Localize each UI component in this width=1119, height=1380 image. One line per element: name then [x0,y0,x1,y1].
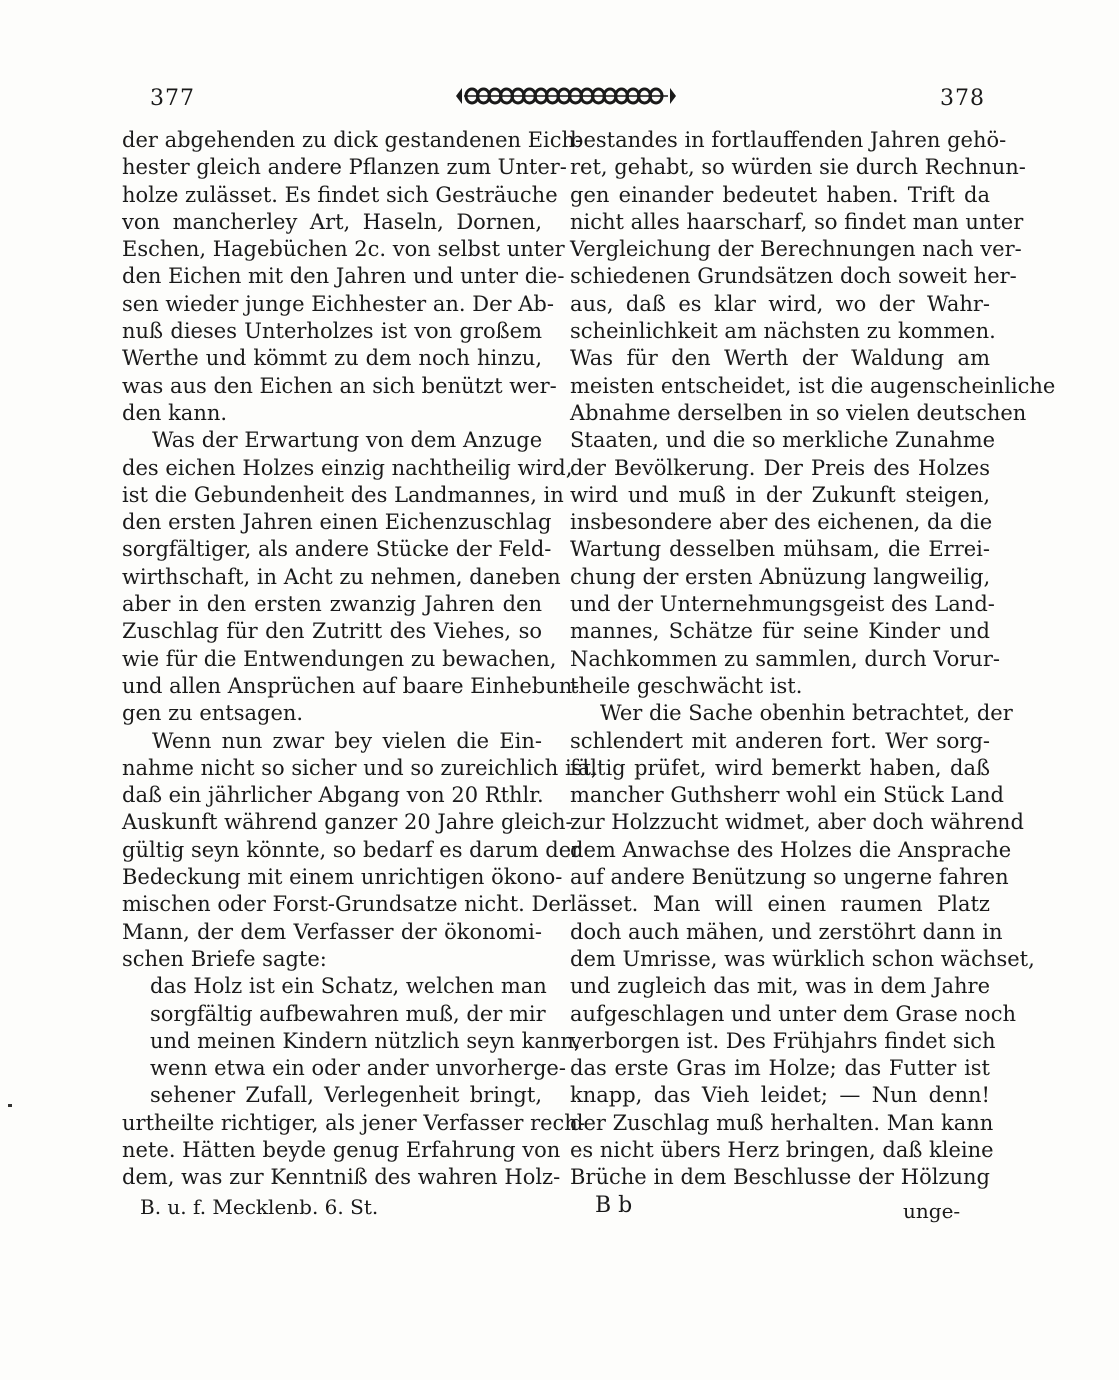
text-line: Vergleichung der Berechnungen nach ver- [570,237,1022,262]
text-line: gültig seyn könnte, so bedarf es darum der [122,837,582,862]
text-line: nicht alles haarscharf, so findet man unter [570,209,1024,234]
text-line: was aus den Eichen an sich benützt wer- [122,373,557,398]
text-line: und der Unternehmungsgeist des Land- [570,592,995,617]
text-line: urtheilte richtiger, als jener Verfasser rech- [122,1110,585,1135]
text-line: hester gleich andere Pflanzen zum Unter- [122,155,567,180]
signature-mark: B b [595,1193,633,1218]
text-line: Was der Erwartung von dem Anzuge [152,428,543,453]
text-line: sehener Zufall, Verlegenheit bringt, [150,1083,542,1108]
text-line: mischen oder Forst-Grundsatze nicht. Der [122,892,571,917]
text-line: bestandes in fortlauffenden Jahren gehö- [570,128,1007,152]
text-line: der Zuschlag muß herhalten. Man kann [570,1110,994,1135]
text-line: aufgeschlagen und unter dem Grase noch [570,1001,1016,1026]
text-line: ist die Gebundenheit des Landmannes, in [122,482,564,507]
text-line: wenn etwa ein oder ander unvorherge- [150,1056,566,1081]
page-number-left: 377 [150,86,195,111]
text-line: den kann. [122,400,228,425]
text-line: schlendert mit anderen fort. Wer sorg- [570,728,990,753]
text-line: Wartung desselben mühsam, die Errei- [570,537,990,562]
text-line: von mancherley Art, Haseln, Dornen, [122,209,542,234]
margin-speck [8,1104,12,1107]
text-line: aus, daß es klar wird, wo der Wahr- [570,291,990,316]
text-line: Werthe und kömmt zu dem noch hinzu, [122,346,542,371]
text-line: wirthschaft, in Acht zu nehmen, daneben [122,564,561,589]
text-line: zur Holzzucht widmet, aber doch während [570,810,1024,835]
text-line: schen Briefe sagte: [122,946,327,971]
text-line: nete. Hätten beyde genug Erfahrung von [122,1137,561,1162]
text-line: und meinen Kindern nützlich seyn kann, [150,1028,581,1053]
text-line: Abnahme derselben in so vielen deutschen [570,400,1027,425]
text-line: Brüche in dem Beschlusse der Hölzung [570,1165,990,1190]
text-line: den ersten Jahren einen Eichenzuschlag [122,510,552,535]
text-line: und allen Ansprüchen auf baare Einhebun- [122,673,580,698]
text-line: verborgen ist. Des Frühjahrs findet sich [570,1028,996,1053]
text-line: Staaten, und die so merkliche Zunahme [570,428,996,453]
text-line: nahme nicht so sicher und so zureichlich ist, [122,755,598,780]
header-ornament-icon [452,82,680,110]
text-line: scheinlichkeit am nächsten zu kommen. [570,319,996,344]
text-line: Mann, der dem Verfasser der ökonomi- [122,919,542,944]
text-line: dem Umrisse, was würklich schon wächset, [570,946,1035,971]
footnote-source: B. u. f. Mecklenb. 6. St. [140,1195,379,1219]
text-line: sen wieder junge Eichhester an. Der Ab- [122,291,554,316]
text-line: mancher Guthsherr wohl ein Stück Land [570,783,1004,808]
text-line: Zuschlag für den Zutritt des Viehes, so [122,619,542,644]
text-line: holze zulässet. Es findet sich Gesträuche [122,182,558,207]
text-line: wird und muß in der Zukunft steigen, [570,482,990,507]
text-line: Wenn nun zwar bey vielen die Ein- [152,728,542,753]
text-line: das erste Gras im Holze; das Futter ist [570,1056,990,1081]
text-line: das Holz ist ein Schatz, welchen man [150,974,547,999]
text-line: der Bevölkerung. Der Preis des Holzes [570,455,990,480]
text-line: Bedeckung mit einem unrichtigen ökono- [122,865,563,890]
text-column-left [122,127,598,1192]
text-line: und zugleich das mit, was in dem Jahre [570,974,990,999]
text-line: Wer die Sache obenhin betrachtet, der [600,701,1013,726]
text-line: sorgfältig aufbewahren muß, der mir [150,1001,546,1026]
text-line: gen zu entsagen. [122,701,304,726]
text-line: Was für den Werth der Waldung am [570,346,990,371]
text-line: Auskunft während ganzer 20 Jahre gleich- [122,810,573,835]
text-line: aber in den ersten zwanzig Jahren den [122,592,542,617]
text-line: ret, gehabt, so würden sie durch Rechnun- [570,155,1026,180]
text-line: dem Anwachse des Holzes die Ansprache [570,837,1012,862]
catchword: unge- [903,1199,961,1223]
text-line: meisten entscheidet, ist die augenscheinliche [570,373,1056,398]
text-line: doch auch mähen, und zerstöhrt dann in [570,919,1003,944]
text-column-right [570,127,1056,1192]
text-line: mannes, Schätze für seine Kinder und [570,619,990,644]
page-number-right: 378 [940,86,985,111]
text-line: wie für die Entwendungen zu bewachen, [122,646,557,671]
text-line: auf andere Benützung so ungerne fahren [570,865,1009,890]
text-line: Nachkommen zu sammlen, durch Vorur- [570,646,1000,671]
text-line: gen einander bedeutet haben. Trift da [570,182,990,207]
text-line: es nicht übers Herz bringen, daß kleine [570,1137,994,1162]
text-line: des eichen Holzes einzig nachtheilig wird, [122,455,573,480]
text-line: der abgehenden zu dick gestandenen Eich- [122,128,583,152]
text-line: theile geschwächt ist. [570,673,803,698]
text-line: lässet. Man will einen raumen Platz [570,892,990,917]
text-line: sorgfältiger, als andere Stücke der Feld- [122,537,552,562]
text-line: nuß dieses Unterholzes ist von großem [122,319,542,344]
text-line: den Eichen mit den Jahren und unter die- [122,264,565,289]
text-line: dem, was zur Kenntniß des wahren Holz- [122,1165,561,1190]
text-line: chung der ersten Abnüzung langweilig, [570,564,991,589]
text-line: fältig prüfet, wird bemerkt haben, daß [570,755,990,780]
text-line: insbesondere aber des eichenen, da die [570,510,993,535]
text-line: schiedenen Grundsätzen doch soweit her- [570,264,1017,289]
text-line: knapp, das Vieh leidet; — Nun denn! [570,1083,990,1108]
text-line: Eschen, Hagebüchen 2c. von selbst unter [122,237,565,262]
text-line: daß ein jährlicher Abgang von 20 Rthlr. [122,783,544,808]
